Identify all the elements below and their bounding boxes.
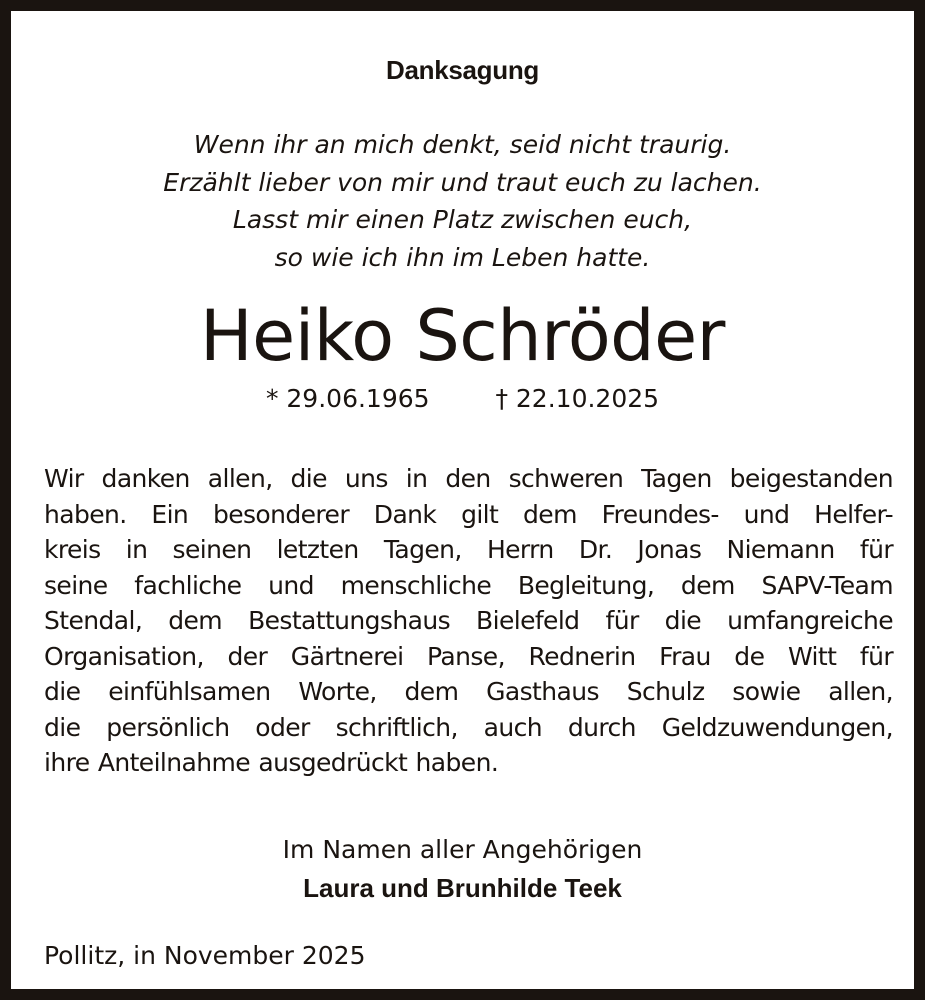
thanks-line: Wir danken allen, die uns in den schweren Tagen beigestanden <box>44 464 893 493</box>
signature-names: Laura und Brunhilde Teek <box>303 873 622 903</box>
place-date: Pollitz, in November 2025 <box>44 941 366 970</box>
death-date: 22.10.2025 <box>515 384 660 413</box>
signature-intro: Im Namen aller Angehörigen <box>282 835 643 864</box>
thanks-line: die einfühlsamen Worte, dem Gasthaus Schulz sowie allen, <box>44 677 893 706</box>
thanks-text <box>44 461 893 781</box>
thanks-line: Stendal, dem Bestattungshaus Bielefeld für die umfangreiche <box>44 606 893 635</box>
deceased-name: Heiko Schröder <box>200 295 725 377</box>
thanks-line: kreis in seinen letzten Tagen, Herrn Dr. Jonas Niemann für <box>44 535 893 564</box>
life-dates <box>11 384 914 413</box>
poem-line: Erzählt lieber von mir und traut euch zu lachen. <box>163 167 762 197</box>
poem-line: Lasst mir einen Platz zwischen euch, <box>232 205 693 234</box>
thanks-line: haben. Ein besonderer Dank gilt dem Freundes- und Helfer- <box>44 499 893 529</box>
thanks-line: die persönlich oder schriftlich, auch durch Geldzuwendungen, <box>44 712 893 742</box>
poem-line: Wenn ihr an mich denkt, seid nicht traurig. <box>193 130 732 159</box>
notice-heading: Danksagung <box>385 55 540 85</box>
poem <box>11 126 914 276</box>
poem-line: so wie ich ihn im Leben hatte. <box>274 242 651 272</box>
thanks-line: ihre Anteilnahme ausgedrückt haben. <box>44 748 499 777</box>
thanks-line: Organisation, der Gärtnerei Panse, Rednerin Frau de Witt für <box>44 641 893 671</box>
cross-icon: † <box>495 384 508 413</box>
birth-date: 29.06.1965 <box>286 384 430 413</box>
birth-symbol: * <box>265 384 279 413</box>
thanks-line: seine fachliche und menschliche Begleitung, dem SAPV-Team <box>44 570 893 600</box>
signature-block <box>11 831 914 907</box>
